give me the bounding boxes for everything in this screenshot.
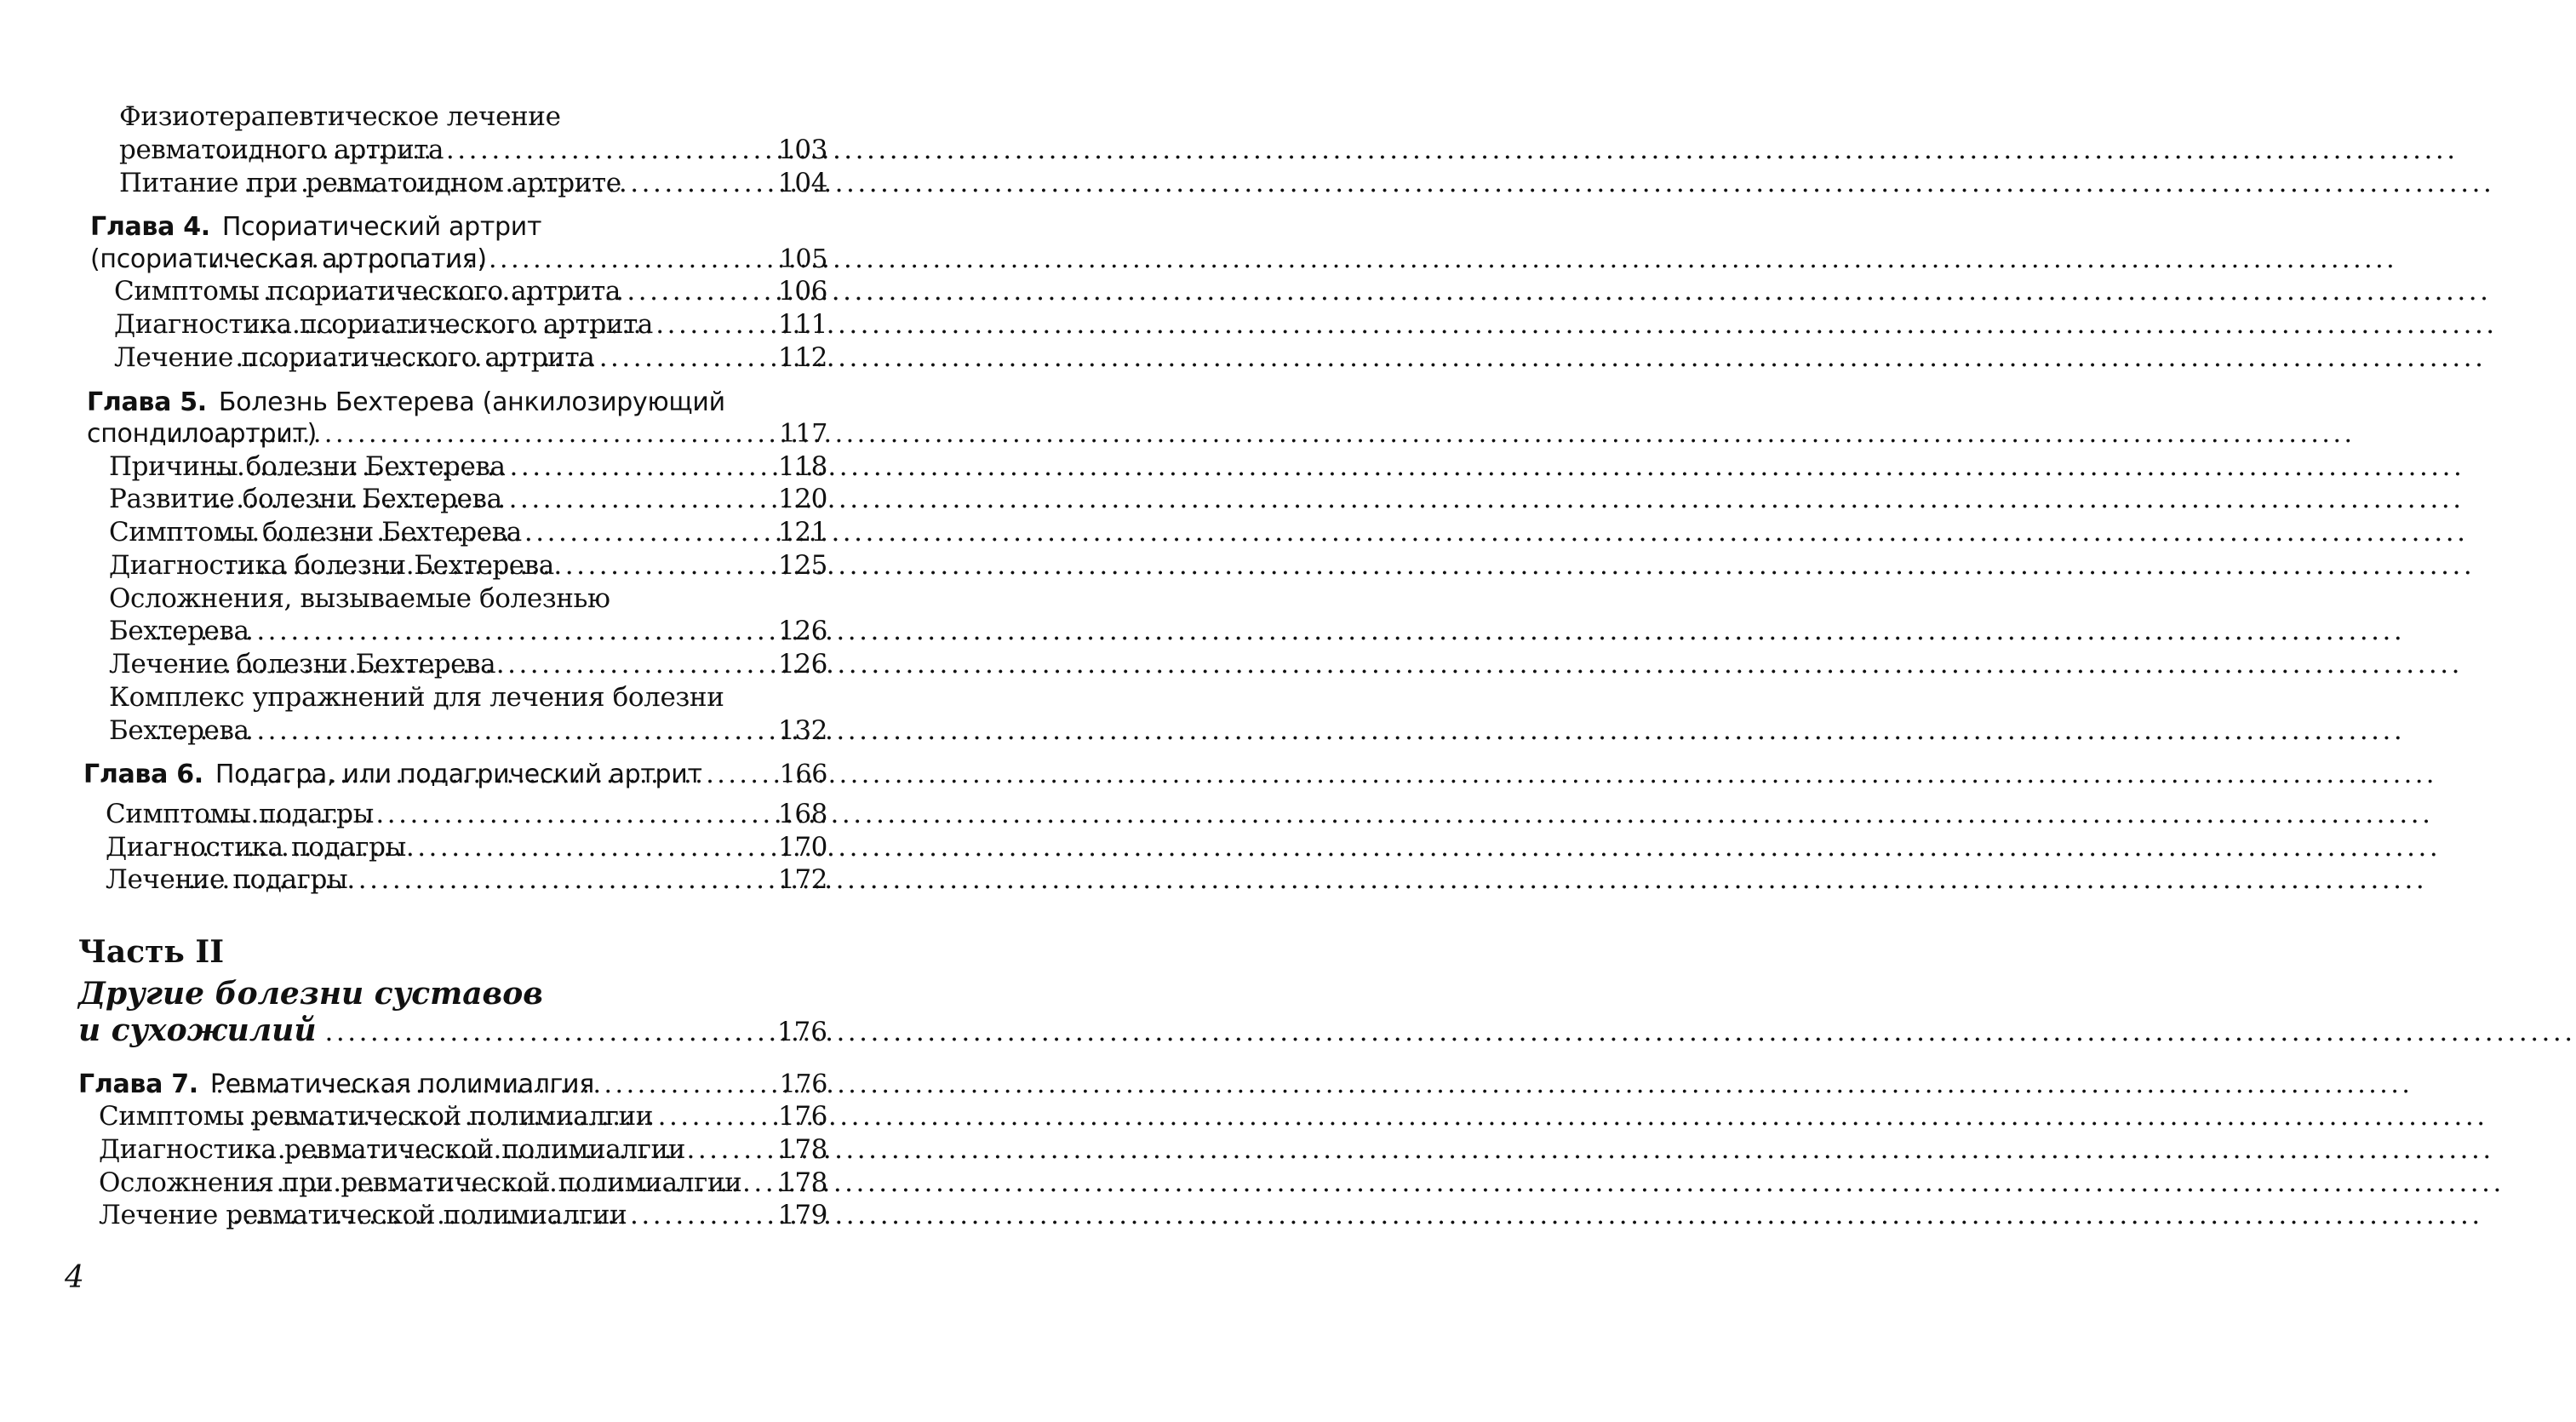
part-title-text: и сухожилий: [78, 1012, 317, 1049]
toc-entry-text: Диагностика псориатического артрита: [114, 309, 653, 340]
chapter-heading: [78, 1069, 827, 1101]
toc-entry-text: Симптомы псориатического артрита: [114, 276, 621, 307]
toc-page-number: 120: [778, 484, 827, 515]
dot-leader: [175, 798, 776, 831]
part-title: Другие болезни суставов: [78, 976, 543, 1012]
toc-page-number: 105: [779, 244, 827, 274]
toc-entry-text: Лечение псориатического артрита: [114, 341, 595, 373]
toc-entry-text: Симптомы ревматической полимиалгии: [99, 1101, 654, 1132]
toc-page-number: 111: [778, 309, 827, 340]
dot-leader: [200, 134, 776, 167]
dot-leader: [183, 831, 776, 864]
toc-entry: [78, 1133, 827, 1167]
dot-leader: [147, 615, 776, 648]
dot-leader: [237, 167, 776, 200]
toc-entry: [78, 167, 827, 200]
toc-page-number: 170: [778, 831, 827, 863]
toc-page-number: 126: [778, 616, 827, 647]
toc-entry: [78, 798, 827, 831]
toc-entry: [78, 648, 827, 681]
toc-entry-text: Бехтерева: [109, 714, 249, 746]
toc-entry: [78, 516, 827, 549]
dot-leader: [231, 1100, 777, 1133]
toc-page-number: 126: [778, 649, 827, 679]
toc-page-number: 178: [778, 1133, 827, 1165]
toc-entry-text: Развитие болезни Бехтерева: [109, 484, 502, 515]
dot-leader: [151, 418, 776, 450]
toc-entry: [78, 308, 827, 341]
toc-entry: [78, 1100, 827, 1133]
dot-leader: [206, 483, 776, 516]
toc-page-number: 168: [778, 798, 827, 829]
dot-leader: [209, 1069, 776, 1101]
toc-entry-first-line: Комплекс упражнений для лечения болезни: [109, 681, 724, 713]
toc-entry-text: Бехтерева: [109, 616, 249, 647]
part-title-cont: [78, 1012, 827, 1049]
dot-leader: [207, 450, 776, 484]
dot-leader: [233, 759, 776, 791]
chapter-title: Подагра, или подагрический артрит: [215, 760, 702, 790]
toc-entry-text: Лечение болезни Бехтерева: [109, 649, 496, 679]
toc-page-number: 117: [779, 419, 827, 449]
dot-leader: [193, 244, 776, 276]
dot-leader: [237, 1133, 776, 1167]
toc-page-number: 132: [778, 714, 827, 746]
toc-entry: [78, 831, 827, 864]
dot-leader: [226, 1199, 776, 1232]
toc-entry-text: Осложнения при ревматической полимиалгии: [99, 1167, 742, 1198]
toc-entry: [78, 714, 827, 748]
toc-entry-text: Лечение ревматической полимиалгии: [99, 1200, 627, 1231]
toc-entry-text: Симптомы подагры: [106, 798, 374, 829]
toc-entry: [78, 1199, 827, 1232]
toc-entry: [78, 134, 827, 167]
toc-page-number: 176: [779, 1069, 827, 1099]
dot-leader: [147, 714, 776, 748]
toc-page-number: 121: [778, 517, 827, 548]
toc-page-number: 125: [778, 549, 827, 581]
chapter-heading: [78, 387, 827, 419]
chapter-label: Глава 4.: [90, 212, 210, 243]
page-number-folio: 4: [65, 1260, 84, 1295]
dot-leader: [228, 341, 776, 375]
toc-page-number: 178: [778, 1167, 827, 1198]
toc-page-number: 179: [778, 1200, 827, 1231]
book-page: [0, 0, 851, 1422]
toc-entry-text: Диагностика ревматической полимиалгии: [99, 1133, 685, 1165]
toc-entry: [78, 1167, 827, 1200]
toc-page-number: 106: [778, 276, 827, 307]
toc-entry: [78, 341, 827, 375]
toc-entry-first-line: Осложнения, вызываемые болезнью: [109, 582, 610, 614]
toc-entry-text: Диагностика подагры: [106, 831, 406, 863]
chapter-title: Ревматическая полимиалгия: [209, 1069, 595, 1099]
toc-page-number: 118: [778, 450, 827, 482]
chapter-label: Глава 6.: [83, 760, 203, 790]
toc-page-number: 166: [779, 760, 827, 790]
chapter-title: Псориатический артрит: [221, 212, 542, 243]
dot-leader: [247, 1167, 776, 1200]
chapter-heading-cont: [78, 244, 827, 276]
toc-entry-text: Лечение подагры: [106, 864, 348, 896]
toc-entry-text: ревматоидного артрита: [119, 134, 444, 165]
toc-entry-first-line: Физиотерапевтическое лечение: [119, 101, 561, 132]
toc-entry: [78, 615, 827, 648]
toc-entry-text: Причины болезни Бехтерева: [109, 450, 506, 482]
chapter-heading-cont: [78, 418, 827, 450]
toc-page-number: 112: [778, 341, 827, 373]
chapter-heading: [78, 211, 827, 244]
toc-page-number: 176: [778, 1101, 827, 1132]
dot-leader: [240, 308, 776, 341]
dot-leader: [205, 648, 776, 681]
dot-leader: [217, 549, 776, 582]
toc-entry-text: Питание при ревматоидном артрите: [119, 167, 621, 198]
chapter-heading: [78, 759, 827, 791]
toc-entry: [78, 483, 827, 516]
chapter-title-cont: спондилоартрит): [87, 419, 317, 449]
chapter-title: Болезнь Бехтерева (анкилозирующий: [218, 387, 725, 417]
toc-page-number: 176: [776, 1017, 827, 1048]
part-label: Часть II: [78, 934, 225, 970]
dot-leader: [210, 516, 776, 549]
toc-entry: [78, 275, 827, 308]
toc-entry-text: Симптомы болезни Бехтерева: [109, 517, 522, 548]
toc-page-number: 104: [778, 167, 827, 198]
toc-entry: [78, 863, 827, 897]
toc-entry: [78, 450, 827, 484]
toc-page-number: 172: [778, 864, 827, 896]
dot-leader: [317, 1017, 776, 1048]
toc-entry: [78, 549, 827, 582]
dot-leader: [169, 863, 776, 897]
toc-page-number: 103: [778, 134, 827, 165]
toc-entry-text: Диагностика болезни Бехтерева: [109, 549, 554, 581]
chapter-title-cont: (псориатическая артропатия): [90, 244, 487, 274]
table-of-contents: [78, 100, 827, 1232]
dot-leader: [233, 275, 776, 308]
chapter-label: Глава 5.: [87, 387, 207, 417]
chapter-label: Глава 7.: [78, 1069, 198, 1099]
